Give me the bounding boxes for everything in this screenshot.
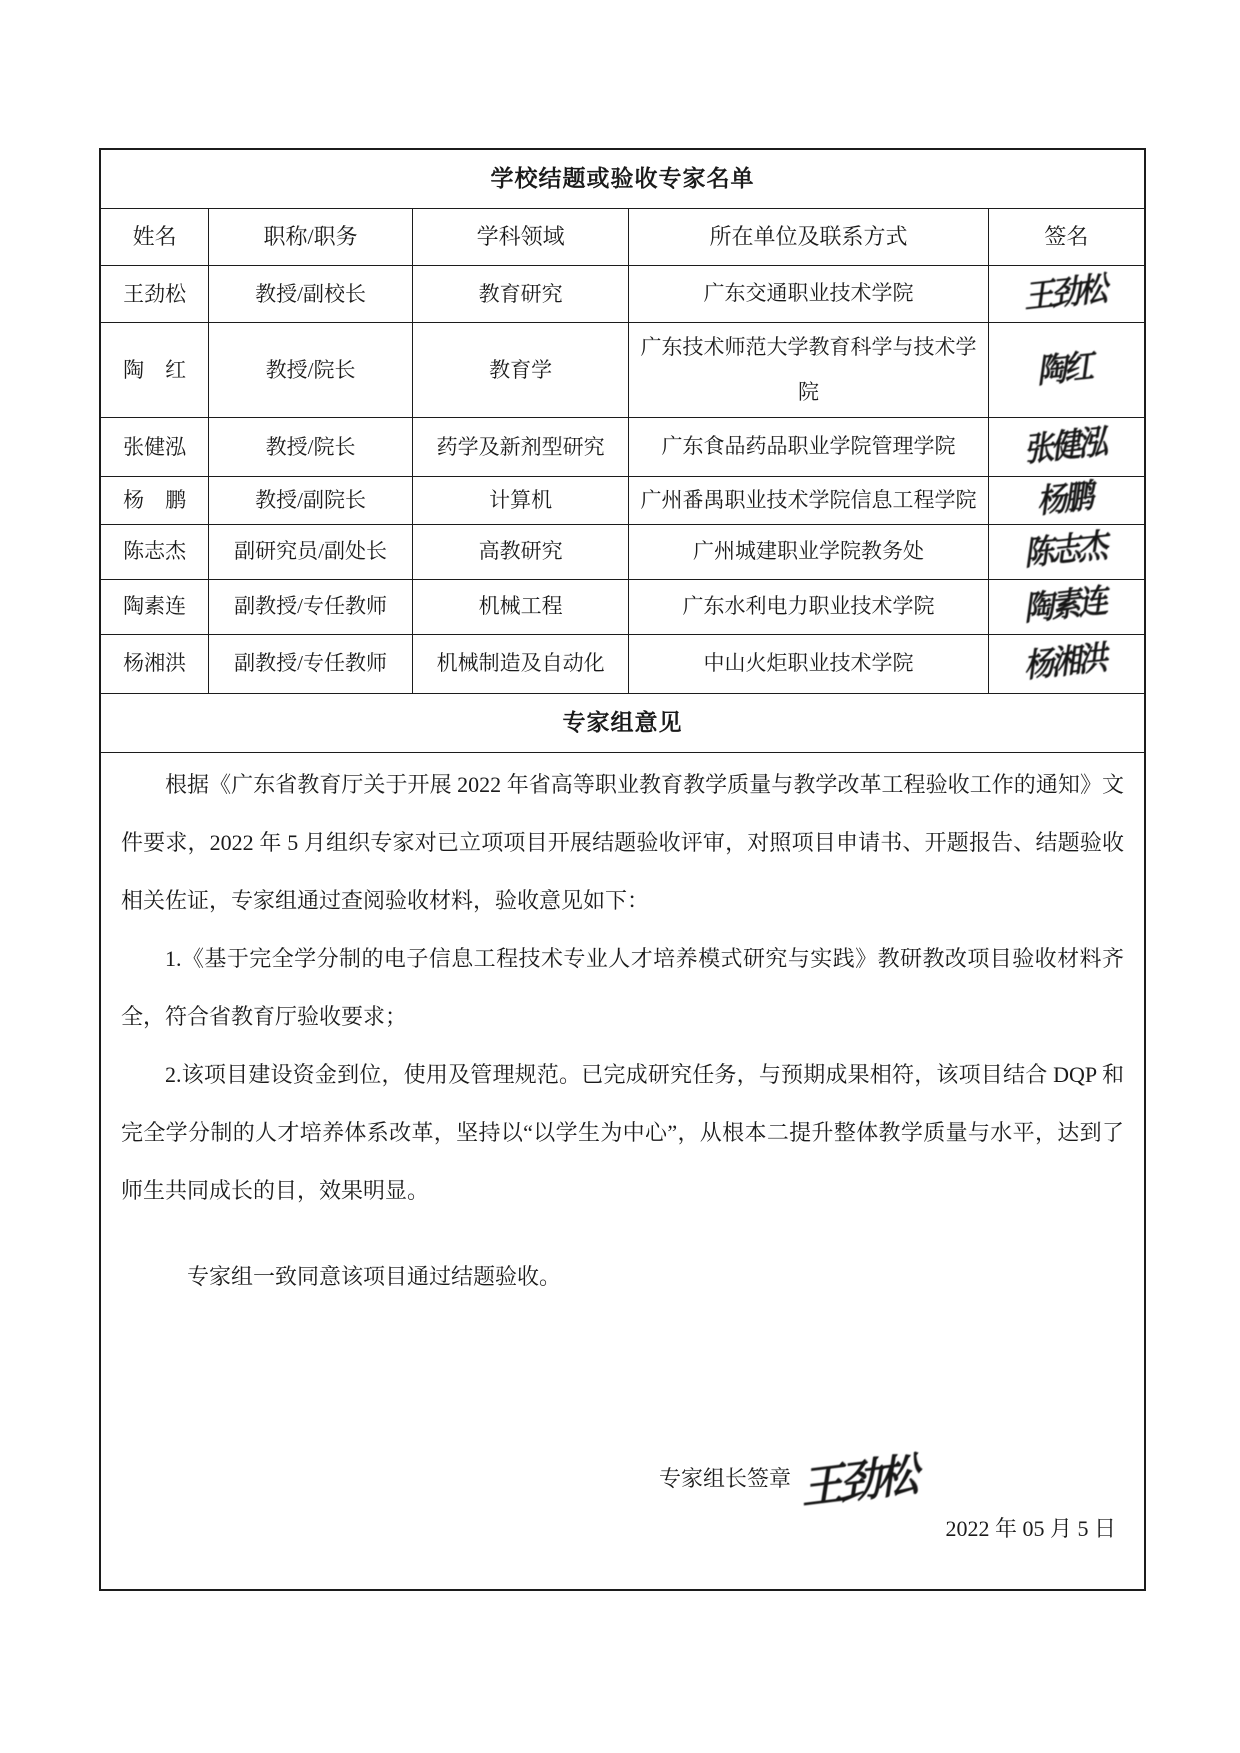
signature-scrawl: 王劲松 xyxy=(1023,269,1110,317)
expert-field: 高教研究 xyxy=(412,524,628,579)
signature-scrawl: 杨湘洪 xyxy=(1023,639,1110,687)
signature-scrawl: 张健泓 xyxy=(1023,422,1110,470)
expert-title: 教授/院长 xyxy=(209,418,413,477)
opinion-heading: 专家组意见 xyxy=(100,693,1145,752)
expert-table xyxy=(99,148,1146,1591)
expert-field: 药学及新剂型研究 xyxy=(412,418,628,477)
expert-title: 教授/副院长 xyxy=(209,477,413,525)
conclusion-paragraph: 专家组一致同意该项目通过结题验收。 xyxy=(187,1263,562,1289)
expert-title: 副教授/专任教师 xyxy=(209,579,413,634)
expert-row xyxy=(100,477,1145,525)
expert-row xyxy=(100,323,1145,418)
expert-name: 杨湘洪 xyxy=(100,634,209,693)
column-header-field: 学科领域 xyxy=(412,209,628,266)
column-header-name: 姓名 xyxy=(100,209,209,266)
expert-name: 陶素连 xyxy=(100,579,209,634)
expert-name: 杨 鹏 xyxy=(100,477,209,525)
signature-scrawl: 杨鹏 xyxy=(1036,477,1097,522)
opinion-heading-row xyxy=(100,693,1145,752)
column-header-signature: 签名 xyxy=(988,209,1145,266)
table-title: 学校结题或验收专家名单 xyxy=(100,149,1145,209)
expert-name: 陶 红 xyxy=(100,323,209,418)
signature-scrawl: 陶素连 xyxy=(1023,582,1110,630)
signature-cell xyxy=(988,323,1145,418)
signature-cell xyxy=(988,579,1145,634)
expert-field: 教育研究 xyxy=(412,266,628,323)
opinion-paragraph: 1.《基于完全学分制的电子信息工程技术专业人才培养模式研究与实践》教研教改项目验收材料齐全，符合省教育厅验收要求； xyxy=(121,945,1124,1029)
table-header-row xyxy=(100,209,1145,266)
signature-scrawl: 陶红 xyxy=(1036,347,1097,392)
signature-scrawl: 陈志杰 xyxy=(1023,527,1110,575)
signoff-label: 专家组长签章 xyxy=(658,1466,791,1491)
column-header-title: 职称/职务 xyxy=(209,209,413,266)
expert-unit: 广东技术师范大学教育科学与技术学院 xyxy=(629,323,988,418)
date-line: 2022 年 05 月 5 日 xyxy=(945,1515,1116,1541)
expert-title: 副教授/专任教师 xyxy=(209,634,413,693)
expert-name: 陈志杰 xyxy=(100,524,209,579)
signature-cell xyxy=(988,634,1145,693)
signature-cell xyxy=(988,266,1145,323)
expert-row xyxy=(100,579,1145,634)
opinion-paragraph: 根据《广东省教育厅关于开展 2022 年省高等职业教育教学质量与教学改革工程验收工作的通知》文件要求，2022 年 5 月组织专家对已立项项目开展结题验收评审，对照项目申请书、开题报告、结题验收相关佐证，专家组通过查阅验收材料，验收意见如下： xyxy=(121,771,1124,913)
expert-unit: 广东交通职业技术学院 xyxy=(629,266,988,323)
opinion-body-cell xyxy=(100,752,1145,1590)
expert-name: 王劲松 xyxy=(100,266,209,323)
expert-unit: 广州城建职业学院教务处 xyxy=(629,524,988,579)
expert-field: 机械工程 xyxy=(412,579,628,634)
expert-unit: 中山火炬职业技术学院 xyxy=(629,634,988,693)
signature-cell xyxy=(988,477,1145,525)
signature-cell xyxy=(988,418,1145,477)
expert-row xyxy=(100,418,1145,477)
opinion-paragraph: 2.该项目建设资金到位，使用及管理规范。已完成研究任务，与预期成果相符，该项目结合 DQP 和完全学分制的人才培养体系改革，坚持以“以学生为中心”，从根本二提升整体教学质量与水平，达到了师生共同成长的目，效果明显。 xyxy=(121,1061,1124,1203)
expert-row xyxy=(100,266,1145,323)
expert-field: 机械制造及自动化 xyxy=(412,634,628,693)
expert-unit: 广东食品药品职业学院管理学院 xyxy=(629,418,988,477)
expert-name: 张健泓 xyxy=(100,418,209,477)
column-header-unit: 所在单位及联系方式 xyxy=(629,209,988,266)
signature-cell xyxy=(988,524,1145,579)
expert-row xyxy=(100,524,1145,579)
expert-row xyxy=(100,634,1145,693)
opinion-body xyxy=(101,753,1144,1543)
expert-unit: 广东水利电力职业技术学院 xyxy=(629,579,988,634)
expert-field: 教育学 xyxy=(412,323,628,418)
expert-field: 计算机 xyxy=(412,477,628,525)
signoff-row xyxy=(121,1446,1124,1514)
leader-signature-scrawl: 王劲松 xyxy=(800,1446,923,1514)
expert-title: 副研究员/副处长 xyxy=(209,524,413,579)
opinion-body-row xyxy=(100,752,1145,1590)
expert-title: 教授/院长 xyxy=(209,323,413,418)
table-title-row xyxy=(100,149,1145,209)
expert-unit: 广州番禺职业技术学院信息工程学院 xyxy=(629,477,988,525)
expert-title: 教授/副校长 xyxy=(209,266,413,323)
